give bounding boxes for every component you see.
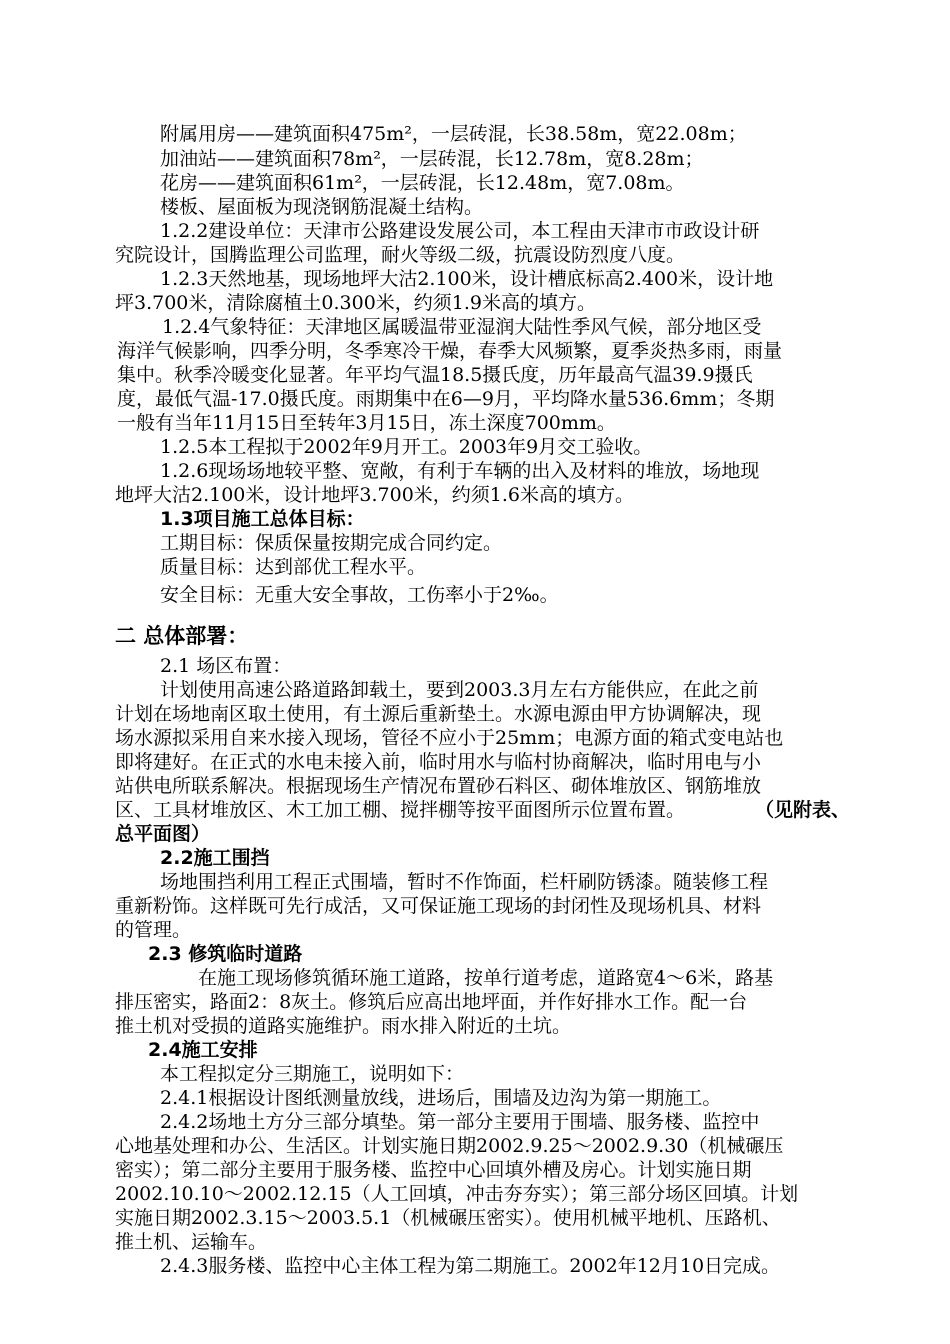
text-line: 1.2.2建设单位：天津市公路建设发展公司，本工程由天津市市政设计研	[160, 220, 760, 242]
subsection-heading: 2.3 修筑临时道路	[148, 943, 303, 965]
text-line: 场地围挡利用工程正式围墙，暂时不作饰面，栏杆刷防锈漆。随装修工程	[160, 871, 769, 893]
text-line: 计划在场地南区取土使用，有土源后重新垫土。水源电源由甲方协调解决，现	[115, 703, 762, 725]
text-line: 2.4.2场地土方分三部分填垫。第一部分主要用于围墙、服务楼、监控中	[160, 1111, 760, 1133]
text-line: 集中。秋季冷暖变化显著。年平均气温18.5摄氏度，历年最高气温39.9摄氏	[117, 364, 753, 386]
text-line: 重新粉饰。这样既可先行成活，又可保证施工现场的封闭性及现场机具、材料	[115, 895, 762, 917]
text-line: 计划使用高速公路道路卸载土，要到2003.3月左右方能供应，在此之前	[160, 679, 759, 701]
text-line: 1.2.5本工程拟于2002年9月开工。2003年9月交工验收。	[160, 436, 653, 458]
text-line: 安全目标：无重大安全事故，工伤率小于2‰。	[160, 584, 559, 606]
text-line: 场水源拟采用自来水接入现场，管径不应小于25mm；电源方面的箱式变电站也	[115, 727, 784, 749]
subsection-heading: 2.1 场区布置：	[160, 655, 292, 677]
text-line: 加油站——建筑面积78m²，一层砖混，长12.78m，宽8.28m；	[160, 148, 704, 170]
text-line: 1.2.3天然地基，现场地坪大沽2.100米，设计槽底标高2.400米，设计地	[160, 268, 774, 290]
text-line: 究院设计，国腾监理公司监理，耐火等级二级，抗震设防烈度八度。	[115, 244, 686, 266]
text-line: 2.4.1根据设计图纸测量放线，进场后，围墙及边沟为第一期施工。	[160, 1087, 722, 1109]
chapter-heading: 二 总体部署：	[115, 624, 249, 648]
text-line: 质量目标：达到部优工程水平。	[160, 556, 427, 578]
text-line: 的管理。	[115, 919, 192, 941]
text-line: 花房——建筑面积61m²，一层砖混，长12.48m，宽7.08m。	[160, 172, 685, 194]
text-line: 坪3.700米，清除腐植土0.300米，约须1.9米高的填方。	[115, 292, 597, 314]
reference-note: （见附表、	[755, 799, 851, 821]
text-line: 在施工现场修筑循环施工道路，按单行道考虑，道路宽4～6米，路基	[198, 967, 774, 989]
text-line: 楼板、屋面板为现浇钢筋混凝土结构。	[160, 196, 484, 218]
text-line: 本工程拟定分三期施工，说明如下：	[160, 1063, 465, 1085]
text-line: 地坪大沽2.100米，设计地坪3.700米，约须1.6米高的填方。	[115, 484, 635, 506]
text-line: 站供电所联系解决。根据现场生产情况布置砂石料区、砌体堆放区、钢筋堆放	[115, 775, 762, 797]
section-heading: 1.3项目施工总体目标：	[160, 508, 365, 530]
text-line: 区、工具材堆放区、木工加工棚、搅拌棚等按平面图所示位置布置。	[115, 799, 686, 821]
text-line: 2.4.3服务楼、监控中心主体工程为第二期施工。2002年12月10日完成。	[160, 1255, 781, 1277]
text-line: 度，最低气温-17.0摄氏度。雨期集中在6—9月，平均降水量536.6mm；冬期	[117, 388, 775, 410]
text-line: 排压密实，路面2：8灰土。修筑后应高出地坪面，并作好排水工作。配一台	[115, 991, 748, 1013]
text-line: 推土机对受损的道路实施维护。雨水排入附近的土坑。	[115, 1015, 572, 1037]
text-line: 附属用房——建筑面积475m²，一层砖混，长38.58m，宽22.08m；	[160, 123, 747, 145]
text-line: 2002.10.10～2002.12.15（人工回填，冲击夯夯实）；第三部分场区回填。计划	[115, 1183, 799, 1205]
text-line: 推土机、运输车。	[115, 1231, 268, 1253]
subsection-heading: 2.2施工围挡	[160, 847, 270, 869]
text-line: 密实）；第二部分主要用于服务楼、监控中心回填外槽及房心。计划实施日期	[115, 1159, 752, 1181]
text-line: 心地基处理和办公、生活区。计划实施日期2002.9.25～2002.9.30（机械碾压	[115, 1135, 784, 1157]
text-line: 工期目标：保质保量按期完成合同约定。	[160, 532, 503, 554]
reference-note: 总平面图）	[115, 823, 211, 845]
text-line: 海洋气候影响，四季分明，冬季寒冷干燥，春季大风频繁，夏季炎热多雨，雨量	[117, 340, 783, 362]
text-line: 一般有当年11月15日至转年3月15日，冻土深度700mm。	[117, 412, 616, 434]
text-line: 1.2.4气象特征：天津地区属暖温带亚湿润大陆性季风气候，部分地区受	[162, 316, 762, 338]
text-line: 1.2.6现场场地较平整、宽敞，有利于车辆的出入及材料的堆放，场地现	[160, 460, 760, 482]
text-line: 实施日期2002.3.15～2003.5.1（机械碾压密实）。使用机械平地机、压路机、	[115, 1207, 781, 1229]
text-line: 即将建好。在正式的水电未接入前，临时用水与临村协商解决，临时用电与小	[115, 751, 762, 773]
subsection-heading: 2.4施工安排	[148, 1039, 258, 1061]
